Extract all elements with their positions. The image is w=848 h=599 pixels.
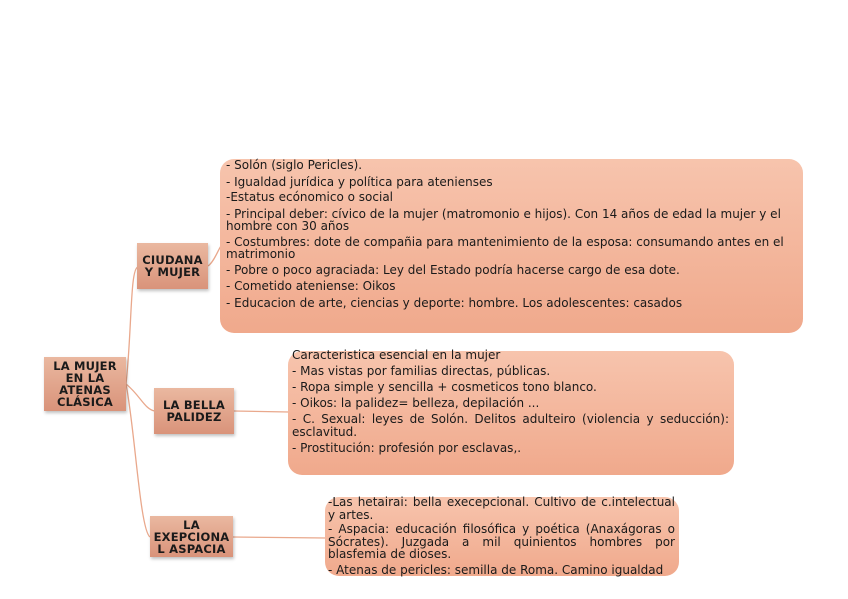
ciudadana-line: - Costumbres: dote de compañia para mantenimiento de la esposa: consumando antes en el matrimonio: [226, 234, 784, 261]
ciudadana-line: -Estatus ecónomico o social: [226, 190, 394, 204]
ciudadana-line: - Solón (siglo Pericles).: [226, 158, 363, 172]
branch-node-la-exepcional-aspacia: LA EXEPCIONA L ASPACIA: [150, 516, 233, 557]
aspacia-line: -Las hetairai: bella execepcional. Cultivo de c.intelectual y artes.: [328, 495, 675, 522]
branch-node-la-bella-palidez: LA BELLA PALIDEZ: [154, 388, 234, 434]
ciudadana-line: - Educacion de arte, ciencias y deporte: hombre. Los adolescentes: casados: [226, 295, 683, 310]
aspacia-detail-box: [325, 497, 679, 576]
bella-line: - Ropa simple y sencilla + cosmeticos tono blanco.: [292, 380, 597, 394]
ciudadana-line: - Principal deber: cívico de la mujer (matromonio e hijos). Con 14 años de edad la mujer y el hombre con 30 años: [226, 206, 781, 233]
connector-bella-box: [234, 411, 289, 412]
bella-line: - Mas vistas por familias directas, públicas.: [292, 364, 551, 378]
connector-root-bella: [126, 384, 155, 411]
bella-line: Caracteristica esencial en la mujer: [292, 348, 501, 362]
bella-line: - C. Sexual: leyes de Solón. Delitos adulteiro (violencia y seducción): esclavitud.: [292, 412, 729, 439]
aspacia-line: - Aspacia: educación filosófica y poética (Anaxágoras o Sócrates). Juzgada a mil quinientos hombres por blasfemia de dioses.: [328, 522, 675, 561]
aspacia-line: - Atenas de pericles: semilla de Roma. Camino igualdad: [328, 562, 664, 577]
root-node-la-mujer-en-la-atenas-clasica: LA MUJER EN LA ATENAS CLÁSICA: [44, 357, 126, 411]
ciudadana-line: - Pobre o poco agraciada: Ley del Estado podría hacerse cargo de esa dote.: [226, 262, 680, 277]
bella-detail-box: [288, 348, 734, 475]
bella-line: - Prostitución: profesión por esclavas,.: [292, 441, 522, 455]
ciudadana-detail-box: [220, 159, 803, 333]
bella-line: - Oikos: la palidez= belleza, depilación ...: [292, 396, 540, 410]
ciudadana-line: - Igualdad jurídica y política para atenienses: [226, 174, 493, 189]
ciudadana-line: - Cometido ateniense: Oikos: [226, 279, 396, 293]
connector-aspacia-box: [233, 537, 326, 538]
branch-node-ciudadana-y-mujer: CIUDANA Y MUJER: [137, 243, 208, 289]
